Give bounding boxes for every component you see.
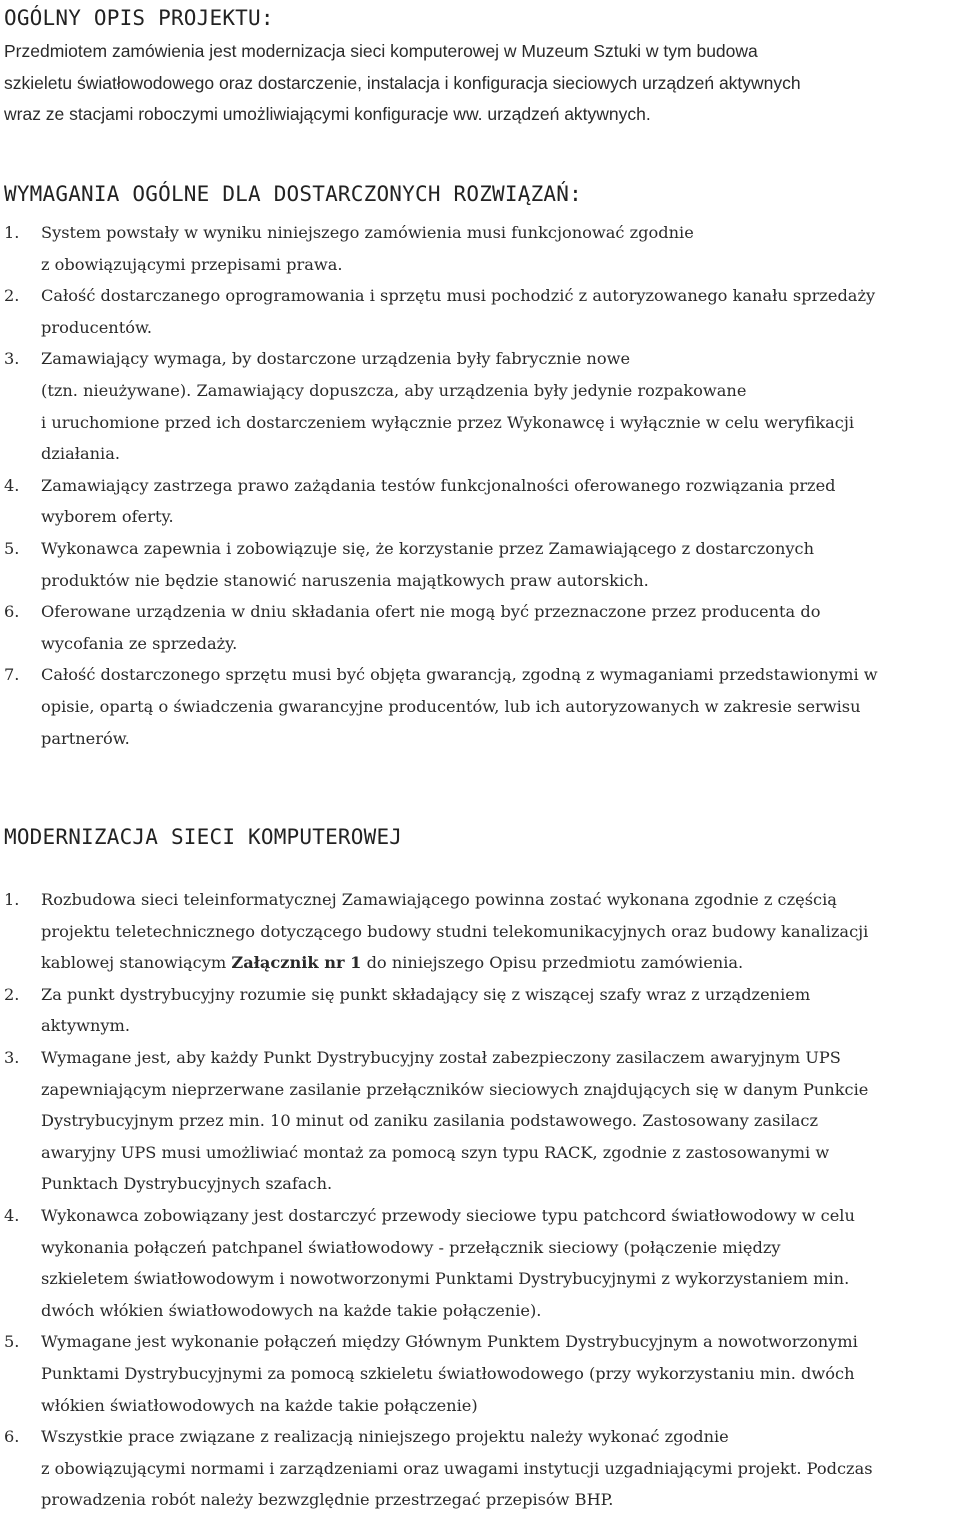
heading-general-requirements: WYMAGANIA OGÓLNE DLA DOSTARCZONYCH ROZWIĄZAŃ: xyxy=(4,182,582,206)
list-item xyxy=(4,1042,960,1200)
paragraph-line: Przedmiotem zamówienia jest modernizacja sieci komputerowej w Muzeum Sztuki w tym budowa xyxy=(4,41,758,61)
list-item xyxy=(4,533,960,596)
item-number: 5. xyxy=(4,538,20,558)
attachment-reference: Załącznik nr 1 xyxy=(231,953,362,973)
item-line: działania. xyxy=(41,444,121,464)
project-overview-paragraph xyxy=(4,36,801,131)
item-number: 6. xyxy=(4,1427,20,1447)
item-number: 3. xyxy=(4,1047,20,1067)
item-line: Zamawiający zastrzega prawo zażądania testów funkcjonalności oferowanego rozwiązania przed xyxy=(41,475,836,495)
item-number: 1. xyxy=(4,890,20,909)
item-line: zapewniającym nieprzerwane zasilanie przełączników sieciowych znajdujących się w danym Punkcie xyxy=(41,1079,869,1099)
item-line: Zamawiający wymaga, by dostarczone urządzenia były fabrycznie nowe xyxy=(41,349,631,369)
item-line: Wymagane jest, aby każdy Punkt Dystrybucyjny został zabezpieczony zasilaczem awaryjnym UPS xyxy=(41,1047,841,1067)
item-number: 7. xyxy=(4,665,20,685)
item-line: szkieletem światłowodowym i nowotworzonymi Punktami Dystrybucyjnymi z wykorzystaniem min. xyxy=(41,1269,850,1289)
item-line: prowadzenia robót należy bezwzględnie przestrzegać przepisów BHP. xyxy=(41,1490,614,1510)
list-item xyxy=(4,884,960,979)
item-number: 1. xyxy=(4,223,20,242)
item-line: wyborem oferty. xyxy=(41,507,174,527)
paragraph-line: szkieletu światłowodowego oraz dostarczenie, instalacja i konfiguracja sieciowych urządzeń aktywnych xyxy=(4,72,801,93)
list-item xyxy=(4,470,960,533)
list-item xyxy=(4,1200,960,1326)
list-item xyxy=(4,979,960,1042)
item-line: włókien światłowodowych na każde takie połączenie) xyxy=(41,1395,478,1415)
item-line: projektu teletechnicznego dotyczącego budowy studni telekomunikacyjnych oraz budowy kanalizacji xyxy=(41,921,869,941)
item-line: aktywnym. xyxy=(41,1016,131,1036)
item-line: z obowiązującymi normami i zarządzeniami oraz uwagami instytucji uzgadniającymi projekt. Podczas xyxy=(41,1458,873,1478)
item-line: Wymagane jest wykonanie połączeń między Głównym Punktem Dystrybucyjnym a nowotworzonymi xyxy=(41,1332,858,1352)
item-line: Dystrybucyjnym przez min. 10 minut od zaniku zasilania podstawowego. Zastosowany zasilacz xyxy=(41,1111,819,1131)
list-item xyxy=(4,1326,960,1421)
item-line: partnerów. xyxy=(41,728,130,748)
item-line: dwóch włókien światłowodowych na każde takie połączenie). xyxy=(41,1300,542,1320)
list-item xyxy=(4,1421,960,1516)
item-line: Oferowane urządzenia w dniu składania ofert nie mogą być przeznaczone przez producenta do xyxy=(41,602,821,622)
item-line: Punktach Dystrybucyjnych szafach. xyxy=(41,1174,333,1194)
item-line: Całość dostarczanego oprogramowania i sprzętu musi pochodzić z autoryzowanego kanału sprzedaży xyxy=(41,286,876,306)
item-number: 6. xyxy=(4,602,20,622)
item-line: producentów. xyxy=(41,317,153,337)
item-line: i uruchomione przed ich dostarczeniem wyłącznie przez Wykonawcę i wyłącznie w celu weryfikacji xyxy=(41,412,855,432)
heading-network-modernization: MODERNIZACJA SIECI KOMPUTEROWEJ xyxy=(4,825,403,849)
item-number: 2. xyxy=(4,984,20,1004)
item-line: awaryjny UPS musi umożliwiać montaż za pomocą szyn typu RACK, zgodnie z zastosowanymi w xyxy=(41,1142,830,1162)
item-number: 2. xyxy=(4,286,20,306)
item-line: Wszystkie prace związane z realizacją niniejszego projektu należy wykonać zgodnie xyxy=(41,1427,729,1447)
item-line: Rozbudowa sieci teleinformatycznej Zamawiającego powinna zostać wykonana zgodnie z częścią xyxy=(41,890,837,909)
list-item xyxy=(4,280,960,343)
item-line: wykonania połączeń patchpanel światłowodowy - przełącznik sieciowy (połączenie między xyxy=(41,1237,781,1257)
item-line: Za punkt dystrybucyjny rozumie się punkt składający się z wiszącej szafy wraz z urządzeniem xyxy=(41,984,811,1004)
item-line: Punktami Dystrybucyjnymi za pomocą szkieletu światłowodowego (przy wykorzystaniu min. dwóch xyxy=(41,1363,855,1383)
item-number: 3. xyxy=(4,349,20,369)
list-item xyxy=(4,343,960,469)
general-requirements-list xyxy=(4,217,960,754)
item-line xyxy=(41,947,960,979)
list-item xyxy=(4,596,960,659)
item-line: Wykonawca zobowiązany jest dostarczyć przewody sieciowe typu patchcord światłowodowy w celu xyxy=(41,1205,855,1225)
item-line-text: kablowej stanowiącym xyxy=(41,953,232,973)
heading-project-overview: OGÓLNY OPIS PROJEKTU: xyxy=(4,6,274,30)
item-line-text: do niniejszego Opisu przedmiotu zamówienia. xyxy=(361,953,744,973)
item-number: 5. xyxy=(4,1332,20,1352)
item-line: opisie, opartą o świadczenia gwarancyjne producentów, lub ich autoryzowanych w zakresie serwisu xyxy=(41,696,861,716)
network-modernization-list xyxy=(4,884,960,1516)
item-line: Wykonawca zapewnia i zobowiązuje się, że korzystanie przez Zamawiającego z dostarczonych xyxy=(41,538,815,558)
item-line: (tzn. nieużywane). Zamawiający dopuszcza, aby urządzenia były jedynie rozpakowane xyxy=(41,380,747,400)
item-line: Całość dostarczonego sprzętu musi być objęta gwarancją, zgodną z wymaganiami przedstawionymi w xyxy=(41,665,878,685)
item-line: System powstały w wyniku niniejszego zamówienia musi funkcjonować zgodnie xyxy=(41,223,694,242)
item-number: 4. xyxy=(4,475,20,495)
item-line: wycofania ze sprzedaży. xyxy=(41,633,238,653)
item-number: 4. xyxy=(4,1205,20,1225)
paragraph-line: wraz ze stacjami roboczymi umożliwiającymi konfiguracje ww. urządzeń aktywnych. xyxy=(4,104,651,124)
list-item xyxy=(4,217,960,280)
item-line: produktów nie będzie stanowić naruszenia majątkowych praw autorskich. xyxy=(41,570,649,590)
item-line: z obowiązującymi przepisami prawa. xyxy=(41,254,343,274)
list-item xyxy=(4,659,960,754)
